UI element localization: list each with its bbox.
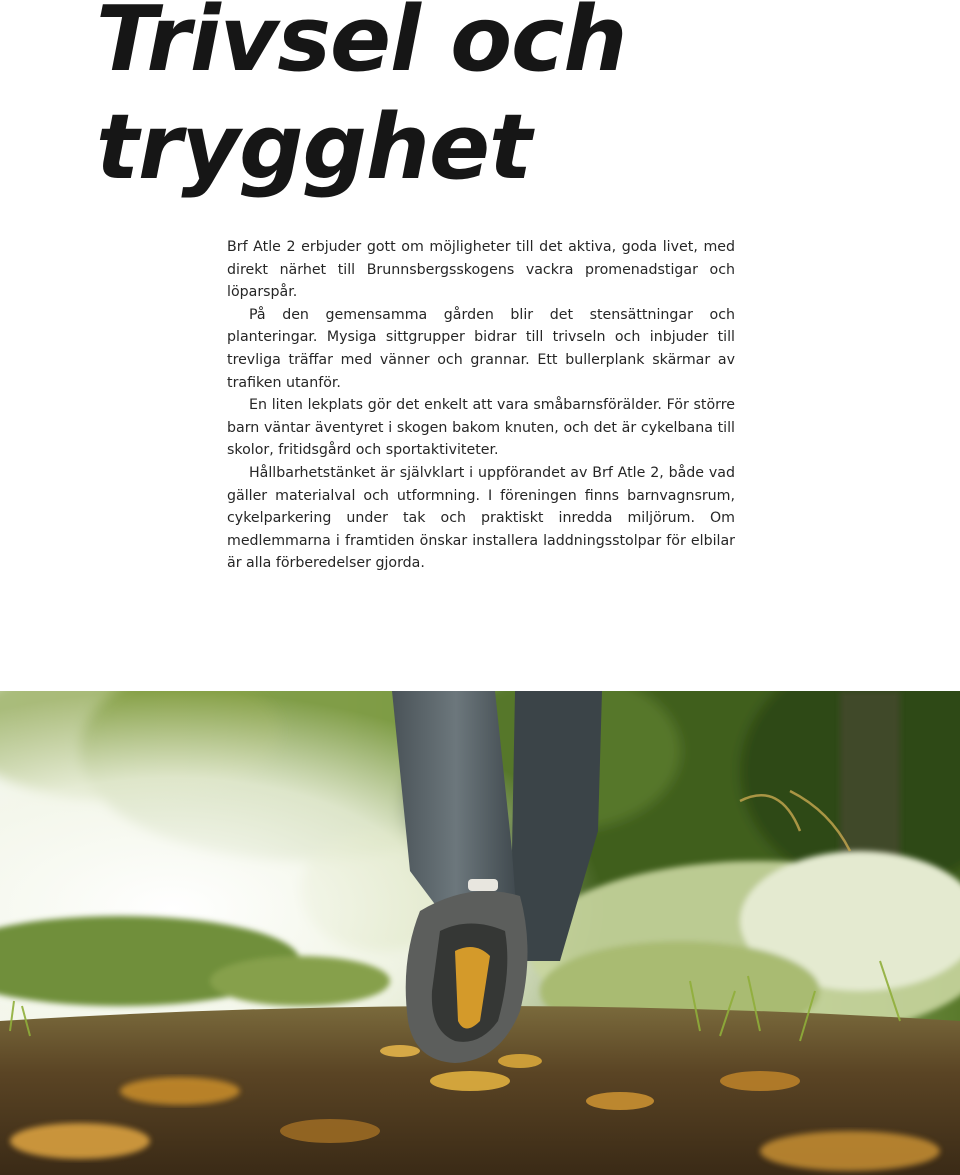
walking-photo-illustration — [0, 691, 960, 1175]
paragraph-sustainability: Hållbarhetstänket är självklart i uppförandet av Brf Atle 2, både vad gäller materialval och utformning. I föreningen finns barnvagnsrum, cykelparkering under tak och praktiskt inredda miljörum. Om medlemmarna i framtiden önskar installera laddningsstolpar för elbilar är alla förberedelser gjorda. — [227, 464, 735, 572]
paragraph-intro: Brf Atle 2 erbjuder gott om möjligheter till det aktiva, goda livet, med direkt närhet till Brunnsbergsskogens vackra promenadstigar och löparspår. — [227, 239, 735, 301]
body-text — [227, 236, 735, 575]
paragraph-playground: En liten lekplats gör det enkelt att vara småbarnsförälder. För större barn väntar äventyret i skogen bakom knuten, och det är cykelbana till skolor, fritidsgård och sportaktiviteter. — [227, 397, 735, 459]
page-title-line-1: Trivsel och — [96, 0, 627, 92]
walking-photo — [0, 691, 960, 1175]
page-title — [96, 0, 626, 202]
paragraph-courtyard: På den gemensamma gården blir det stensättningar och planteringar. Mysiga sittgrupper bidrar till trivseln och inbjuder till trevliga träffar med vänner och grannar. Ett bullerplank skärmar av trafiken utanför. — [227, 306, 735, 391]
page-title-line-2: trygghet — [96, 95, 532, 200]
